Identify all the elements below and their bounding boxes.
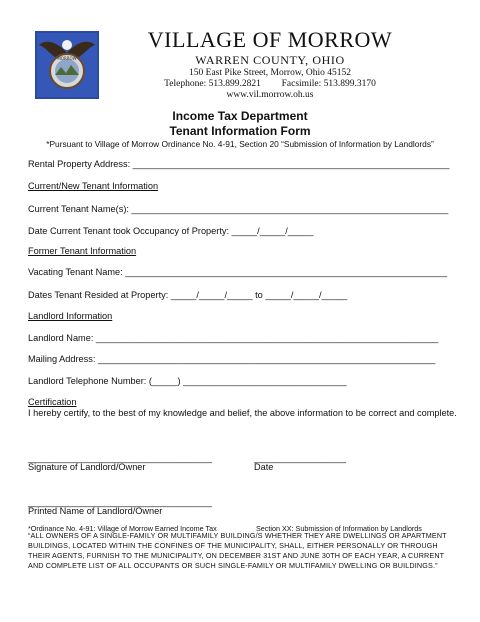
svg-text:MORROW: MORROW — [57, 56, 77, 61]
signature-label: Signature of Landlord/Owner — [28, 462, 146, 472]
rental-property-field[interactable]: Rental Property Address: ______________________________________________________________ — [28, 159, 450, 169]
department-title: Income Tax Department — [172, 109, 308, 123]
village-address: 150 East Pike Street, Morrow, Ohio 45152 — [189, 68, 351, 78]
printed-name-label: Printed Name of Landlord/Owner — [28, 506, 163, 516]
landlord-phone-field[interactable]: Landlord Telephone Number: (_____) ________________________________ — [28, 376, 347, 386]
facsimile: Facsimile: 513.899.3170 — [281, 79, 376, 89]
landlord-name-field[interactable]: Landlord Name: ___________________________________________________________________ — [28, 333, 439, 343]
county-name: WARREN COUNTY, OHIO — [195, 53, 345, 67]
resided-dates-field[interactable]: Dates Tenant Resided at Property: _____/_____/_____ to _____/_____/_____ — [28, 290, 348, 300]
form-subtitle: *Pursuant to Village of Morrow Ordinance No. 4-91, Section 20 “Submission of Information by Landlords” — [46, 139, 434, 149]
occupancy-date-field[interactable]: Date Current Tenant took Occupancy of Property: _____/_____/_____ — [28, 226, 314, 236]
contact-line — [100, 79, 440, 89]
section-reference: Section XX: Submission of Information by Landlords — [256, 524, 422, 533]
landlord-heading: Landlord Information — [28, 311, 113, 321]
form-title: Tenant Information Form — [169, 124, 311, 138]
certification-text: I hereby certify, to the best of my knowledge and belief, the above information to be correct and complete. — [28, 408, 457, 418]
date-label: Date — [254, 462, 274, 472]
former-tenant-heading: Former Tenant Information — [28, 246, 137, 256]
vacating-tenant-field[interactable]: Vacating Tenant Name: _______________________________________________________________ — [28, 267, 448, 277]
website: www.vil.morrow.oh.us — [226, 90, 314, 100]
signature-line[interactable]: ____________________________________ — [28, 453, 212, 463]
certification-heading: Certification — [28, 397, 77, 407]
current-tenant-names-field[interactable]: Current Tenant Name(s): ______________________________________________________________ — [28, 204, 449, 214]
telephone: Telephone: 513.899.2821 — [164, 79, 261, 89]
mailing-address-field[interactable]: Mailing Address: __________________________________________________________________ — [28, 354, 436, 364]
date-line[interactable]: __________________ — [254, 453, 346, 463]
ordinance-text: “ALL OWNERS OF A SINGLE-FAMILY OR MULTIFAMILY BUILDING/S WHETHER THEY ARE DWELLINGS OR APARTMENT BUILDINGS, LOCATED WITHIN THE CONFINES OF THE MUNICIPALITY, SHALL, EITHER PERSONALLY OR THROUGH THEIR AGENTS, FURNISH TO THE MUNICIPALITY, ON DECEMBER 31ST AND JUNE 30TH OF EACH YEAR, A CURRENT AND COMPLETE LIST OF ALL OCCUPANTS OR SUCH SINGLE-FAMILY OR MULTIFAMILY DWELLING OR BUILDINGS.” — [28, 531, 447, 570]
village-seal — [35, 31, 99, 99]
printed-name-line[interactable]: ____________________________________ — [28, 497, 212, 507]
village-name: VILLAGE OF MORROW — [147, 27, 393, 52]
current-tenant-heading: Current/New Tenant Information — [28, 181, 159, 191]
ordinance-reference: *Ordinance No. 4-91: Village of Morrow Earned Income Tax — [28, 524, 217, 533]
